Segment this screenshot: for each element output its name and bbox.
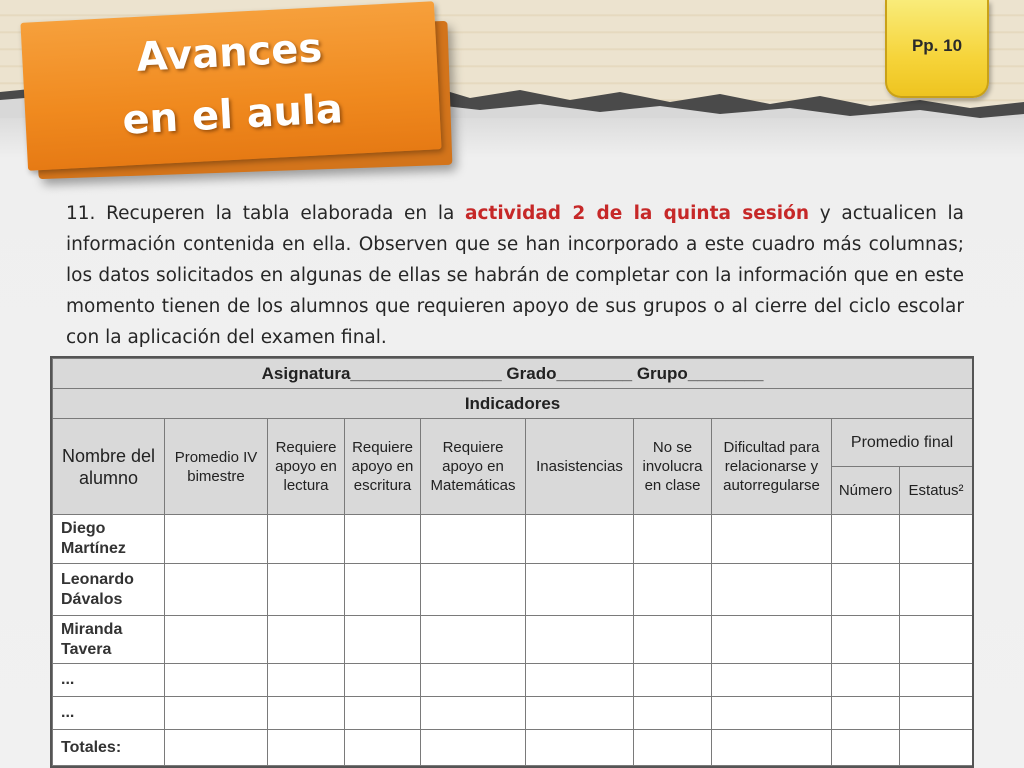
table-cell[interactable]	[900, 564, 973, 616]
page-reference-label: Pp. 10	[911, 36, 963, 55]
table-cell[interactable]	[832, 616, 900, 664]
table-cell[interactable]	[634, 697, 712, 730]
table-row	[53, 697, 973, 730]
table-cell[interactable]	[421, 616, 526, 664]
student-indicators-table	[50, 356, 974, 768]
column-header-inasistencias: Inasistencias	[526, 419, 634, 515]
table-cell[interactable]	[900, 730, 973, 766]
table-cell[interactable]	[268, 564, 345, 616]
banner-title	[21, 11, 441, 156]
table-cell[interactable]	[526, 564, 634, 616]
table-cell[interactable]	[421, 515, 526, 564]
table-cell[interactable]	[832, 515, 900, 564]
student-name: Miranda Tavera	[53, 616, 165, 664]
table-cell[interactable]	[832, 730, 900, 766]
table-cell[interactable]	[268, 664, 345, 697]
column-header-name: Nombre del alumno	[53, 419, 165, 515]
table-cell[interactable]	[421, 730, 526, 766]
table-cell[interactable]	[345, 616, 421, 664]
table-cell[interactable]	[345, 564, 421, 616]
table-cell[interactable]	[345, 697, 421, 730]
table-row	[53, 564, 973, 616]
banner-title-line2: en el aula	[121, 86, 344, 144]
column-header-dificultad: Dificultad para relacionarse y autorregularse	[712, 419, 832, 515]
table-cell[interactable]	[268, 730, 345, 766]
table-cell[interactable]	[712, 697, 832, 730]
table-cell[interactable]	[165, 697, 268, 730]
column-header-apoyo-escritura: Requiere apoyo en escritura	[345, 419, 421, 515]
column-header-estatus: Estatus²	[900, 467, 973, 515]
table-cell[interactable]	[526, 730, 634, 766]
table-cell[interactable]	[165, 730, 268, 766]
table-cell[interactable]	[634, 515, 712, 564]
student-name: Leonardo Dávalos	[53, 564, 165, 616]
table-cell[interactable]	[421, 664, 526, 697]
paragraph-text-before: 11. Recuperen la tabla elaborada en la	[66, 203, 466, 224]
totals-label: Totales:	[53, 730, 165, 766]
table-header-line: Asignatura________________ Grado________ Grupo________	[53, 359, 973, 389]
table-cell[interactable]	[900, 697, 973, 730]
page-reference-tag	[885, 0, 989, 98]
paragraph-highlight: actividad 2 de la quinta sesión	[465, 203, 810, 224]
table-cell[interactable]	[634, 730, 712, 766]
column-header-apoyo-lectura: Requiere apoyo en lectura	[268, 419, 345, 515]
table-cell[interactable]	[165, 616, 268, 664]
student-name: ...	[53, 697, 165, 730]
table-row	[53, 664, 973, 697]
indicators-header: Indicadores	[53, 389, 973, 419]
column-header-no-involucra: No se involucra en clase	[634, 419, 712, 515]
column-header-numero: Número	[832, 467, 900, 515]
table-cell[interactable]	[165, 515, 268, 564]
table-cell[interactable]	[712, 664, 832, 697]
table-cell[interactable]	[268, 616, 345, 664]
table-cell[interactable]	[712, 616, 832, 664]
table-cell[interactable]	[634, 564, 712, 616]
table-cell[interactable]	[421, 697, 526, 730]
instruction-paragraph	[66, 198, 964, 353]
table-cell[interactable]	[345, 730, 421, 766]
table-cell[interactable]	[712, 564, 832, 616]
table-cell[interactable]	[900, 664, 973, 697]
table-cell[interactable]	[634, 664, 712, 697]
table-cell[interactable]	[165, 564, 268, 616]
student-name: Diego Martínez	[53, 515, 165, 564]
table-cell[interactable]	[345, 515, 421, 564]
banner-title-line1: Avances	[135, 25, 324, 81]
table-cell[interactable]	[526, 515, 634, 564]
table-cell[interactable]	[345, 664, 421, 697]
table-cell[interactable]	[268, 515, 345, 564]
column-header-promedio-final: Promedio final	[832, 419, 973, 467]
totals-row	[53, 730, 973, 766]
paragraph-text-after: y actualicen la información contenida en ella. Observen que se han incorporado a este cuadro más columnas; los datos solicitados en algunas de ellas se habrán de completar con la información que en este momento tienen de los alumnos que requieren apoyo de sus grupos o al cierre del ciclo escolar con la aplicación del examen final.	[66, 203, 964, 348]
table-cell[interactable]	[421, 564, 526, 616]
column-header-apoyo-matematicas: Requiere apoyo en Matemáticas	[421, 419, 526, 515]
table-cell[interactable]	[526, 664, 634, 697]
table-cell[interactable]	[832, 697, 900, 730]
column-header-promedio-iv: Promedio IV bimestre	[165, 419, 268, 515]
table-cell[interactable]	[526, 616, 634, 664]
table-row	[53, 515, 973, 564]
table-cell[interactable]	[634, 616, 712, 664]
table-cell[interactable]	[832, 564, 900, 616]
table-cell[interactable]	[526, 697, 634, 730]
student-name: ...	[53, 664, 165, 697]
table-cell[interactable]	[832, 664, 900, 697]
table-cell[interactable]	[712, 730, 832, 766]
table-cell[interactable]	[900, 616, 973, 664]
table-cell[interactable]	[712, 515, 832, 564]
table-cell[interactable]	[165, 664, 268, 697]
table-cell[interactable]	[268, 697, 345, 730]
table-cell[interactable]	[900, 515, 973, 564]
table-row	[53, 616, 973, 664]
